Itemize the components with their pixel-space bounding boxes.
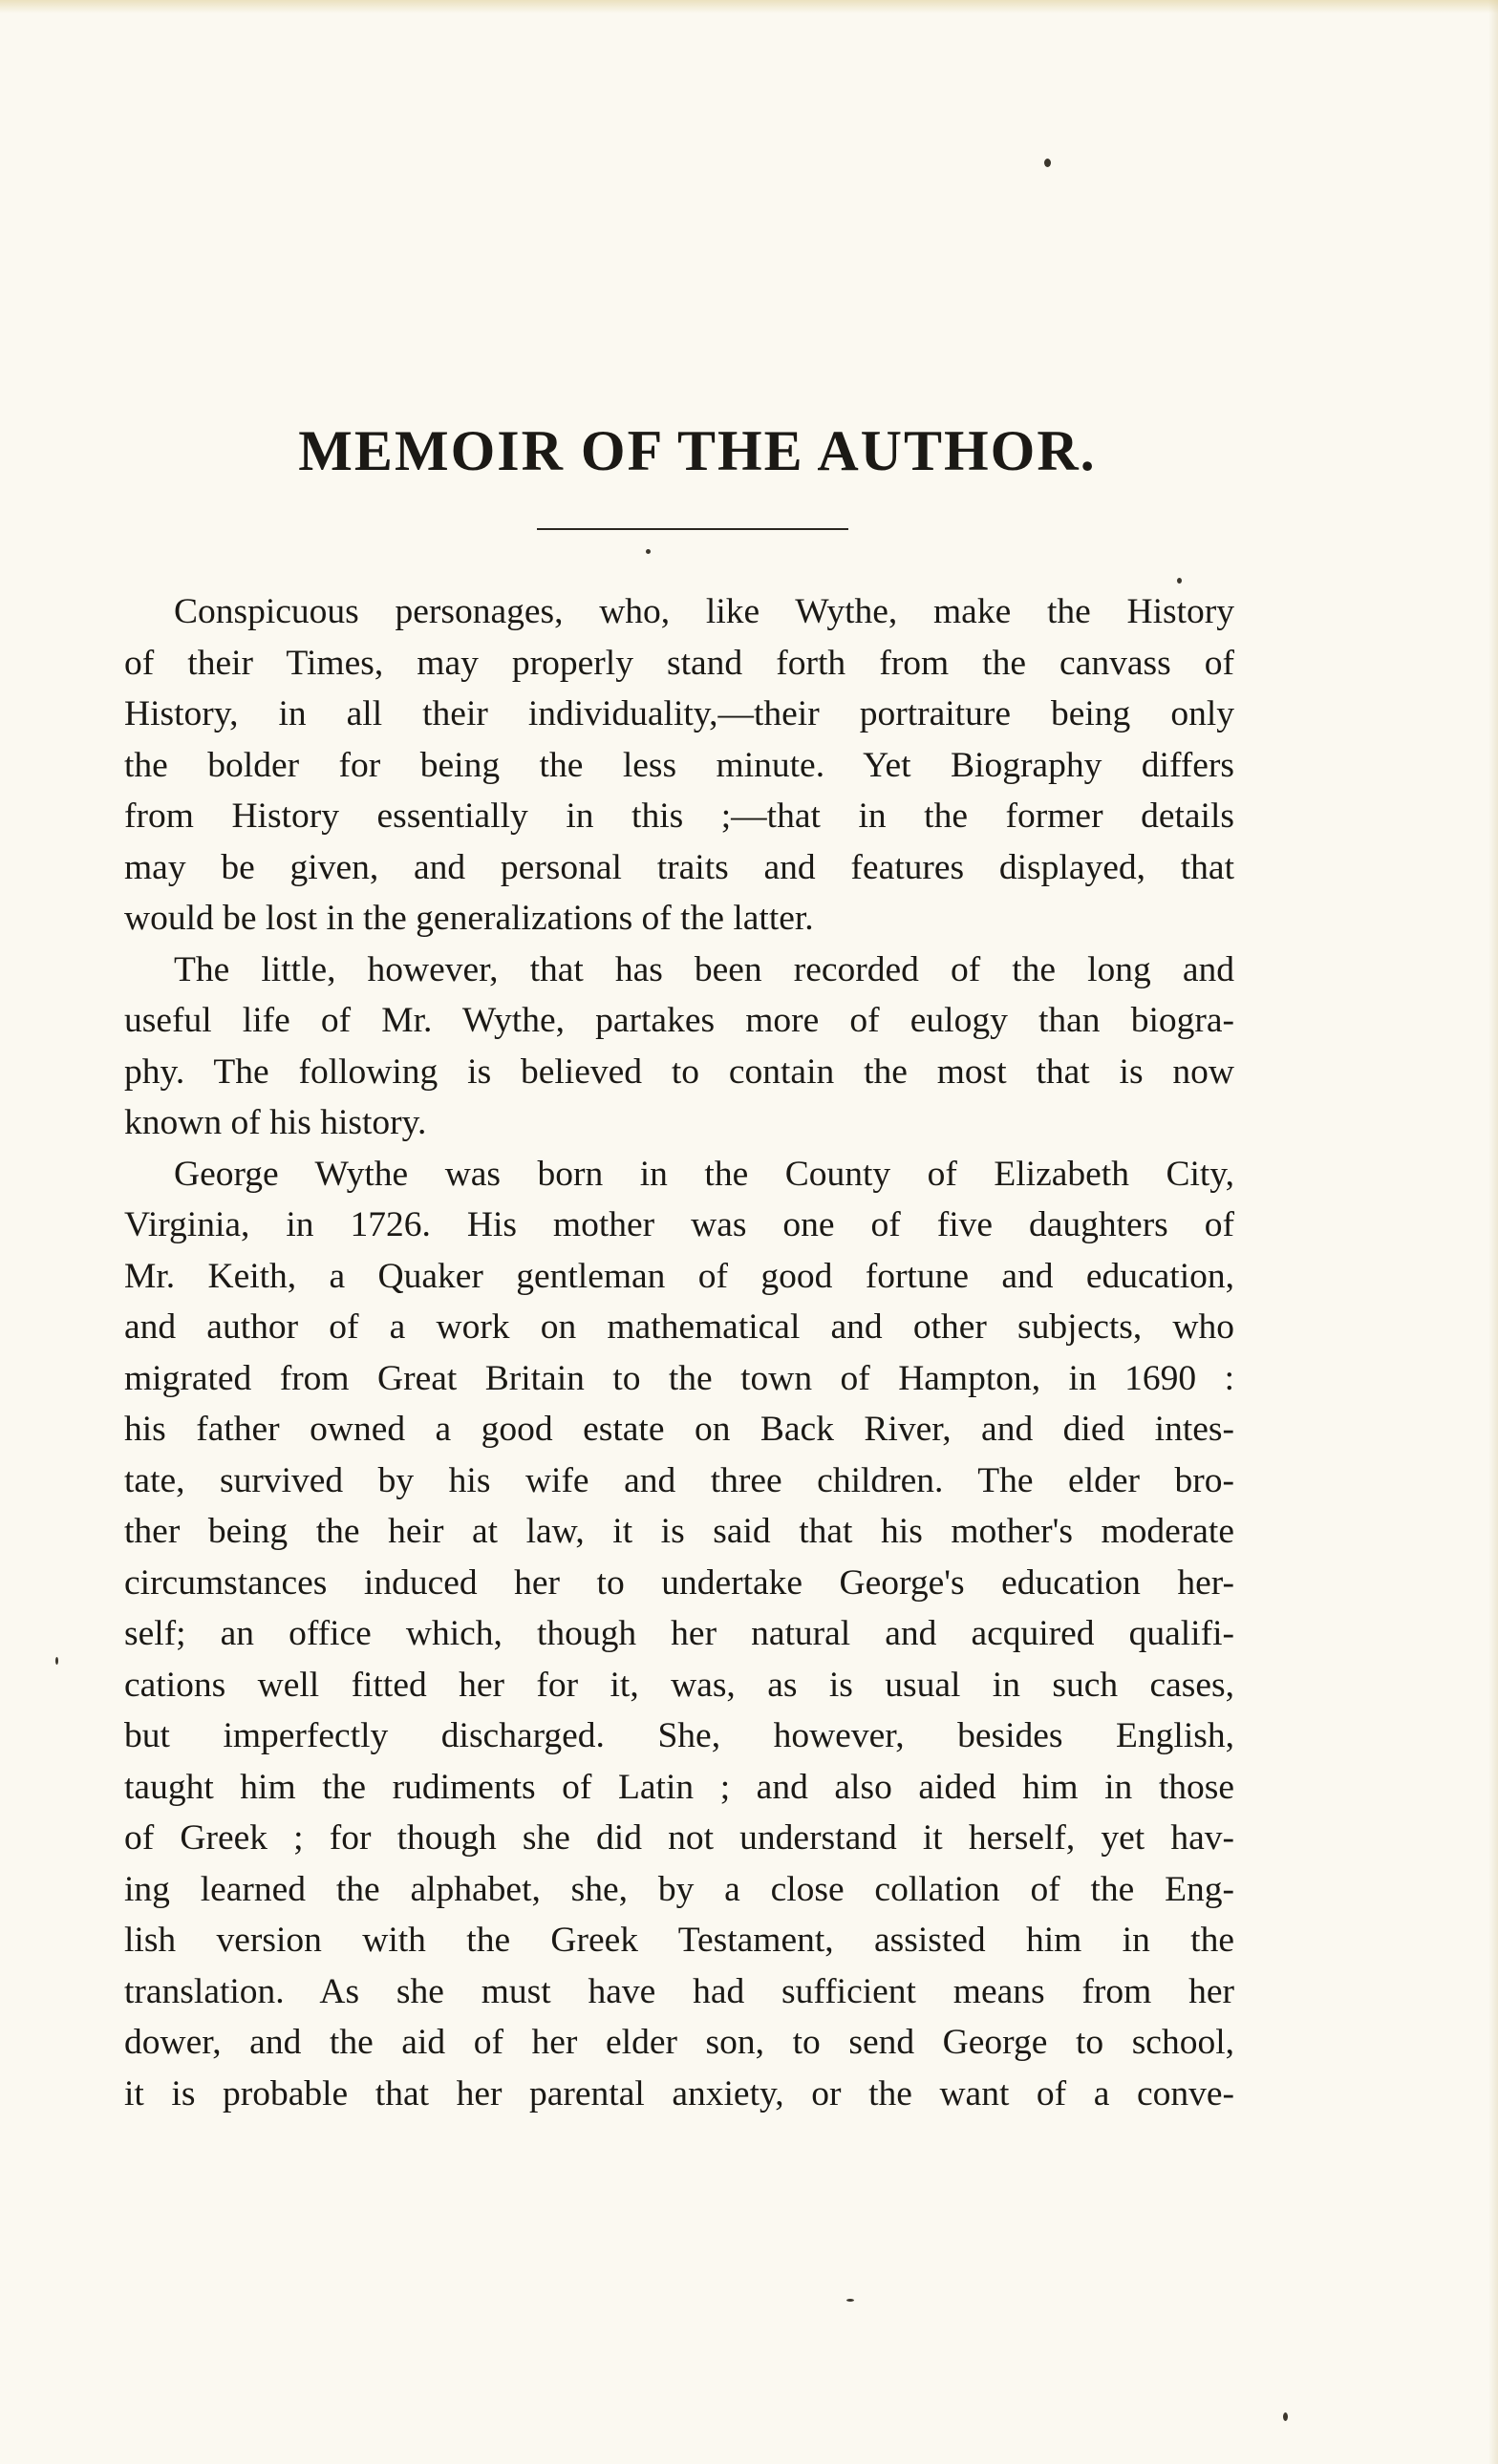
title-rule-divider <box>537 528 848 530</box>
text-line: useful life of Mr. Wythe, partakes more of eulogy than biogra- <box>124 1001 1234 1040</box>
memoir-body <box>124 586 1234 2119</box>
text-line: translation. As she must have had sufficient means from her <box>124 1971 1234 2011</box>
paper-speck <box>646 549 651 554</box>
text-line: circumstances induced her to undertake George's education her- <box>124 1562 1234 1603</box>
paper-speck <box>55 1657 58 1665</box>
paper-speck <box>846 2299 854 2302</box>
paper-speck <box>1177 578 1182 584</box>
text-line: it is probable that her parental anxiety, or the want of a conve- <box>124 2073 1234 2114</box>
text-line: migrated from Great Britain to the town of Hampton, in 1690 : <box>124 1358 1234 1398</box>
text-line: tate, survived by his wife and three children. The elder bro- <box>124 1460 1234 1500</box>
paragraph-1 <box>124 586 1234 945</box>
text-line: Virginia, in 1726. His mother was one of five daughters of <box>124 1205 1234 1244</box>
page-title: MEMOIR OF THE AUTHOR. <box>298 419 1097 482</box>
text-line: but imperfectly discharged. She, however, besides English, <box>124 1716 1234 1755</box>
text-line: of their Times, may properly stand forth from the canvass of <box>124 643 1234 683</box>
text-line: lish version with the Greek Testament, assisted him in the <box>124 1921 1234 1960</box>
paper-speck <box>1283 2412 1288 2421</box>
text-line: ther being the heir at law, it is said that his mother's moderate <box>124 1512 1234 1551</box>
text-line: of Greek ; for though she did not understand it herself, yet hav- <box>124 1818 1234 1858</box>
text-line: The little, however, that has been recorded of the long and <box>174 949 1234 989</box>
text-line: his father owned a good estate on Back River, and died intes- <box>124 1410 1234 1449</box>
text-line: self; an office which, though her natural and acquired qualifi- <box>124 1614 1234 1653</box>
text-line: ing learned the alphabet, she, by a close collation of the Eng- <box>124 1869 1234 1909</box>
text-line: and author of a work on mathematical and other subjects, who <box>124 1307 1234 1347</box>
text-line: from History essentially in this ;—that in the former details <box>124 797 1234 836</box>
paragraph-3 <box>124 1149 1234 2120</box>
text-line: taught him the rudiments of Latin ; and also aided him in those <box>124 1767 1234 1807</box>
text-line: known of his history. <box>124 1103 427 1142</box>
text-line: may be given, and personal traits and features displayed, that <box>124 847 1234 887</box>
text-line: George Wythe was born in the County of Elizabeth City, <box>174 1154 1234 1194</box>
text-line: phy. The following is believed to contain the most that is now <box>124 1051 1234 1092</box>
paper-speck <box>1044 159 1051 167</box>
text-line: Mr. Keith, a Quaker gentleman of good fortune and education, <box>124 1256 1234 1296</box>
text-line: cations well fitted her for it, was, as is usual in such cases, <box>124 1665 1234 1705</box>
text-line: Conspicuous personages, who, like Wythe, make the History <box>174 592 1234 631</box>
text-line: History, in all their individuality,—their portraiture being only <box>124 694 1234 733</box>
text-line: would be lost in the generalizations of the latter. <box>124 899 814 938</box>
text-line: the bolder for being the less minute. Yet Biography differs <box>124 745 1234 785</box>
text-line: dower, and the aid of her elder son, to send George to school, <box>124 2023 1234 2062</box>
paragraph-2 <box>124 945 1234 1149</box>
